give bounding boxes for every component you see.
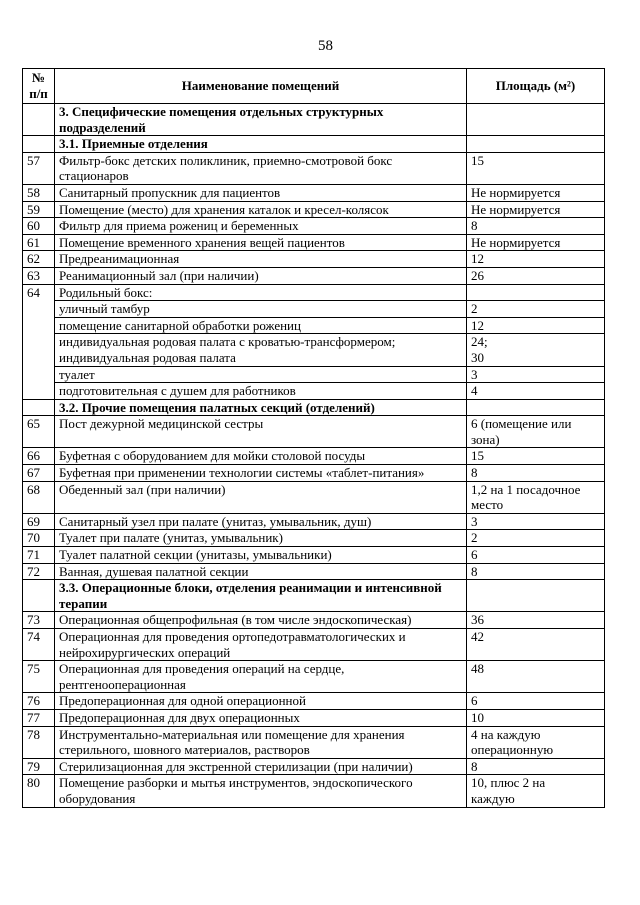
room-name: Стерилизационная для экстренной стерилизации (при наличии) — [55, 758, 467, 775]
room-name: туалет — [55, 366, 467, 383]
room-area: 2 — [467, 301, 605, 318]
room-area: 26 — [467, 267, 605, 284]
room-area — [467, 104, 605, 136]
table-row — [23, 234, 605, 251]
table-subrow — [23, 301, 605, 318]
table-row — [23, 465, 605, 482]
room-area: 2 — [467, 530, 605, 547]
rooms-area-table — [22, 68, 605, 808]
table-row — [23, 152, 605, 184]
row-number: 62 — [23, 251, 55, 268]
room-name: Инструментально-материальная или помещение для хранения стерильного, шовного материалов, растворов — [55, 726, 467, 758]
table-row — [23, 184, 605, 201]
table-subrow — [23, 383, 605, 400]
room-name: Реанимационный зал (при наличии) — [55, 267, 467, 284]
table-row — [23, 612, 605, 629]
row-number: 72 — [23, 563, 55, 580]
row-number — [23, 399, 55, 416]
table-row — [23, 284, 605, 301]
room-name: Помещение разборки и мытья инструментов, эндоскопического оборудования — [55, 775, 467, 807]
table-subrow — [23, 317, 605, 334]
table-row — [23, 530, 605, 547]
room-area: 6 (помещение или зона) — [467, 416, 605, 448]
row-number: 71 — [23, 547, 55, 564]
row-number: 69 — [23, 513, 55, 530]
section-heading-row — [23, 580, 605, 612]
room-area: 10, плюс 2 на каждую — [467, 775, 605, 807]
row-number: 57 — [23, 152, 55, 184]
room-area: 3 — [467, 513, 605, 530]
room-area: Не нормируется — [467, 201, 605, 218]
room-area: 4 — [467, 383, 605, 400]
room-area: Не нормируется — [467, 184, 605, 201]
table-header-row — [23, 69, 605, 104]
room-name: помещение санитарной обработки рожениц — [55, 317, 467, 334]
section-heading: 3.2. Прочие помещения палатных секций (отделений) — [55, 399, 467, 416]
section-heading-row — [23, 136, 605, 153]
section-heading: 3.1. Приемные отделения — [55, 136, 467, 153]
room-area: 48 — [467, 661, 605, 693]
header-number: № п/п — [23, 69, 55, 104]
row-number: 59 — [23, 201, 55, 218]
room-area: 8 — [467, 758, 605, 775]
table-row — [23, 218, 605, 235]
room-area: 36 — [467, 612, 605, 629]
table-row — [23, 251, 605, 268]
room-name: Буфетная при применении технологии системы «таблет-питания» — [55, 465, 467, 482]
room-name: Операционная для проведения ортопедотравматологических и нейрохирургических операций — [55, 629, 467, 661]
row-number: 65 — [23, 416, 55, 448]
table-row — [23, 448, 605, 465]
room-area: 8 — [467, 465, 605, 482]
row-number: 73 — [23, 612, 55, 629]
table-row — [23, 661, 605, 693]
table-row — [23, 758, 605, 775]
table-row — [23, 201, 605, 218]
row-number: 78 — [23, 726, 55, 758]
row-number: 66 — [23, 448, 55, 465]
room-name: подготовительная с душем для работников — [55, 383, 467, 400]
room-area — [467, 580, 605, 612]
room-area: 3 — [467, 366, 605, 383]
header-room-name: Наименование помещений — [55, 69, 467, 104]
row-number: 70 — [23, 530, 55, 547]
row-number: 64 — [23, 284, 55, 399]
row-number: 61 — [23, 234, 55, 251]
section-heading: 3.3. Операционные блоки, отделения реанимации и интенсивной терапии — [55, 580, 467, 612]
row-number — [23, 136, 55, 153]
room-area: 15 — [467, 152, 605, 184]
room-name: Родильный бокс: — [55, 284, 467, 301]
table-row — [23, 267, 605, 284]
room-name: Операционная общепрофильная (в том числе эндоскопическая) — [55, 612, 467, 629]
section-heading-row — [23, 104, 605, 136]
row-number: 68 — [23, 481, 55, 513]
row-number: 63 — [23, 267, 55, 284]
room-name: Предоперационная для двух операционных — [55, 709, 467, 726]
row-number: 74 — [23, 629, 55, 661]
room-name: Помещение (место) для хранения каталок и кресел-колясок — [55, 201, 467, 218]
row-number: 76 — [23, 693, 55, 710]
table-row — [23, 709, 605, 726]
table-row — [23, 513, 605, 530]
room-name: Туалет палатной секции (унитазы, умывальники) — [55, 547, 467, 564]
room-area: 24; 30 — [467, 334, 605, 366]
row-number: 58 — [23, 184, 55, 201]
room-name: Ванная, душевая палатной секции — [55, 563, 467, 580]
section-heading: 3. Специфические помещения отдельных структурных подразделений — [55, 104, 467, 136]
row-number — [23, 580, 55, 612]
room-name: Туалет при палате (унитаз, умывальник) — [55, 530, 467, 547]
row-number: 80 — [23, 775, 55, 807]
page-number: 58 — [318, 38, 333, 54]
room-name: Санитарный пропускник для пациентов — [55, 184, 467, 201]
room-name: Санитарный узел при палате (унитаз, умывальник, душ) — [55, 513, 467, 530]
room-area: Не нормируется — [467, 234, 605, 251]
table-row — [23, 726, 605, 758]
room-area: 6 — [467, 547, 605, 564]
room-area: 8 — [467, 218, 605, 235]
room-area: 42 — [467, 629, 605, 661]
room-area — [467, 136, 605, 153]
table-row — [23, 693, 605, 710]
table-subrow — [23, 334, 605, 366]
room-area — [467, 284, 605, 301]
room-area: 10 — [467, 709, 605, 726]
table-row — [23, 775, 605, 807]
row-number: 79 — [23, 758, 55, 775]
table-row — [23, 563, 605, 580]
room-area: 4 на каждую операционную — [467, 726, 605, 758]
room-name: Помещение временного хранения вещей пациентов — [55, 234, 467, 251]
room-name: Предоперационная для одной операционной — [55, 693, 467, 710]
table-row — [23, 547, 605, 564]
room-area: 8 — [467, 563, 605, 580]
room-name: Буфетная с оборудованием для мойки столовой посуды — [55, 448, 467, 465]
row-number: 75 — [23, 661, 55, 693]
table-row — [23, 629, 605, 661]
row-number: 77 — [23, 709, 55, 726]
room-area: 15 — [467, 448, 605, 465]
room-name: Предреанимационная — [55, 251, 467, 268]
room-name: Пост дежурной медицинской сестры — [55, 416, 467, 448]
room-name: Фильтр для приема рожениц и беременных — [55, 218, 467, 235]
room-name: индивидуальная родовая палата с кроватью-трансформером; индивидуальная родовая палата — [55, 334, 467, 366]
table-row — [23, 481, 605, 513]
room-name: Обеденный зал (при наличии) — [55, 481, 467, 513]
header-area: Площадь (м²) — [467, 69, 605, 104]
room-area: 6 — [467, 693, 605, 710]
table-row — [23, 416, 605, 448]
section-heading-row — [23, 399, 605, 416]
room-area: 1,2 на 1 посадочное место — [467, 481, 605, 513]
room-area: 12 — [467, 317, 605, 334]
room-name: Операционная для проведения операций на сердце, рентгенооперационная — [55, 661, 467, 693]
room-area: 12 — [467, 251, 605, 268]
row-number: 60 — [23, 218, 55, 235]
room-name: Фильтр-бокс детских поликлиник, приемно-смотровой бокс стационаров — [55, 152, 467, 184]
room-area — [467, 399, 605, 416]
row-number: 67 — [23, 465, 55, 482]
room-name: уличный тамбур — [55, 301, 467, 318]
row-number — [23, 104, 55, 136]
table-subrow — [23, 366, 605, 383]
